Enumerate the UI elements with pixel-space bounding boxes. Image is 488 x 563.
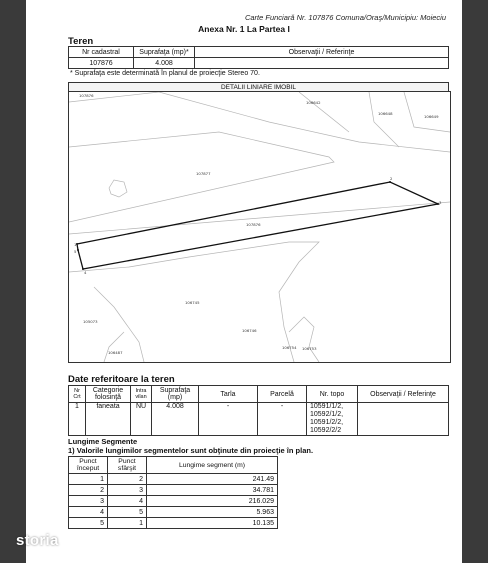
map-vertex-label: 2 (390, 176, 393, 181)
col-suprafata: Suprafaţa (mp) (152, 386, 199, 403)
segmente-title: Lungime Segmente (68, 437, 138, 446)
seg-header-row (69, 457, 278, 474)
topo-line: 10592/2/2 (310, 427, 342, 434)
cell-length: 34.781 (147, 485, 278, 496)
cell-length: 5.963 (147, 507, 278, 518)
date-data-row (69, 403, 449, 436)
col-lungime: Lungime segment (m) (147, 457, 278, 474)
map-label-parcel: 106746 (242, 328, 257, 333)
cell-length: 216.029 (147, 496, 278, 507)
parcel-boundary (299, 92, 349, 132)
cell-end: 1 (108, 518, 147, 529)
col-nr-cadastral: Nr cadastral (69, 47, 134, 58)
cell-end: 2 (108, 474, 147, 485)
cell-suprafata: 4.008 (152, 403, 199, 436)
map-label-parcel: 106487 (108, 350, 123, 355)
map-vertex-label: 4 (84, 270, 87, 275)
parcel-boundary (104, 332, 124, 362)
col-nr-topo: Nr. topo (307, 386, 358, 403)
table-row (69, 496, 278, 507)
map-vertex-label: 3 (439, 200, 442, 205)
teren-title: Teren (68, 36, 94, 47)
teren-header-row (69, 47, 449, 58)
segmente-table (68, 456, 278, 529)
cell-start: 1 (69, 474, 108, 485)
teren-table (68, 46, 449, 69)
map-label-parcel: 106753 (302, 346, 317, 351)
cell-observatii (195, 58, 449, 69)
parcel-boundary (69, 202, 450, 234)
parcel-boundary (404, 92, 450, 132)
parcel-boundary (289, 317, 319, 362)
col-punct-inceput: Punct început (69, 457, 108, 474)
map-svg (69, 92, 450, 362)
cell-start: 5 (69, 518, 108, 529)
date-header-row (69, 386, 449, 403)
cell-end: 3 (108, 485, 147, 496)
date-teren-table (68, 385, 449, 436)
map-title: DETALII LINIARE IMOBIL (68, 82, 449, 92)
cell-nr-topo (307, 403, 358, 436)
col-tarla: Tarla (199, 386, 258, 403)
topo-line: 10591/1/2, (310, 403, 344, 410)
map-label-parcel: 106649 (424, 114, 439, 119)
col-observatii: Observaţii / Referinţe (195, 47, 449, 58)
table-row (69, 474, 278, 485)
map-label-parcel: 106754 (282, 345, 297, 350)
annex-title: Anexa Nr. 1 La Partea I (198, 24, 290, 34)
cell-end: 5 (108, 507, 147, 518)
cell-suprafata: 4.008 (134, 58, 195, 69)
storia-watermark: storia (16, 532, 59, 549)
col-categorie: Categorie folosinţă (86, 386, 131, 403)
topo-line: 10591/2/2, (310, 419, 344, 426)
table-row (69, 507, 278, 518)
col-punct-sfarsit: Punct sfârşit (108, 457, 147, 474)
cadastral-map (68, 91, 451, 363)
cell-tarla: - (199, 403, 258, 436)
cell-length: 10.135 (147, 518, 278, 529)
col-observatii: Observaţii / Referinţe (358, 386, 449, 403)
col-suprafata: Suprafaţa (mp)* (134, 47, 195, 58)
cell-start: 4 (69, 507, 108, 518)
cell-nr: 1 (69, 403, 86, 436)
col-intravilan: Intra vilan (131, 386, 152, 403)
map-vertex-label: 5 (74, 249, 77, 254)
map-label-parcel: 106745 (185, 300, 200, 305)
cell-start: 3 (69, 496, 108, 507)
cell-parcela: - (258, 403, 307, 436)
cell-intravilan: NU (131, 403, 152, 436)
teren-data-row (69, 58, 449, 69)
table-row (69, 485, 278, 496)
parcel-boundary (369, 92, 399, 147)
cell-start: 2 (69, 485, 108, 496)
building (109, 180, 127, 197)
cell-length: 241.49 (147, 474, 278, 485)
map-label-parcel: 107876 (79, 93, 94, 98)
date-teren-title: Date referitoare la teren (68, 374, 175, 385)
cell-categorie: faneata (86, 403, 131, 436)
col-parcela: Parcelă (258, 386, 307, 403)
map-label-parcel: 106642 (306, 100, 321, 105)
cf-reference: Carte Funciară Nr. 107876 Comuna/Oraş/Municipiu: Moieciu (244, 13, 446, 22)
map-label-parcel: 105073 (83, 319, 98, 324)
document-page (26, 0, 462, 563)
map-vertex-label: 1 (74, 242, 77, 247)
cell-nr-cadastral: 107876 (69, 58, 134, 69)
parcel-boundary (69, 132, 334, 222)
col-nr-crt: Nr Crt (69, 386, 86, 403)
cell-end: 4 (108, 496, 147, 507)
table-row (69, 518, 278, 529)
map-label-parcel: 106648 (378, 111, 393, 116)
map-label-parcel: 107876 (246, 222, 261, 227)
segmente-subtitle: 1) Valorile lungimilor segmentelor sunt obţinute din proiecţie în plan. (68, 446, 314, 455)
cell-observatii (358, 403, 449, 436)
topo-line: 10592/1/2, (310, 411, 344, 418)
teren-footnote: * Suprafaţa este determinată în planul de proiecţie Stereo 70. (70, 70, 260, 77)
map-label-parcel: 107877 (196, 171, 211, 176)
